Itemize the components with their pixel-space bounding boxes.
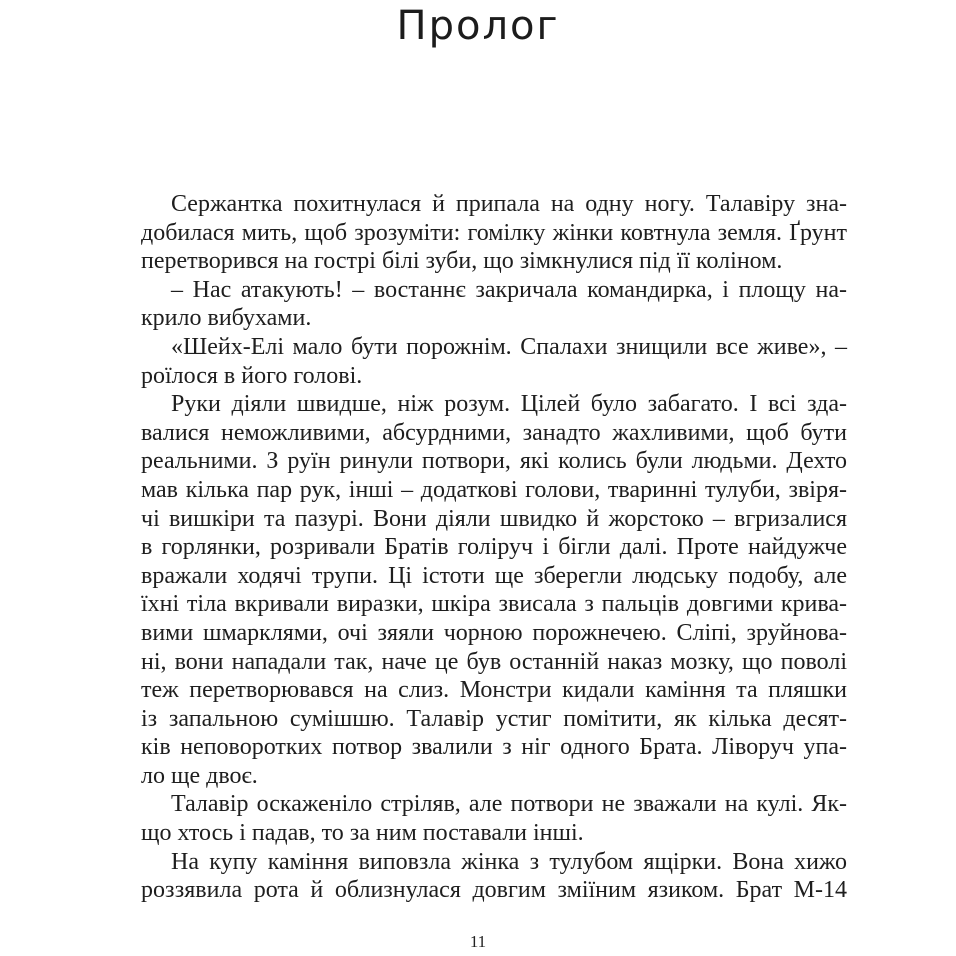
text-line: перетворився на гострі білі зуби, що зімкнулися під її коліном. [141,248,783,275]
text-line: реальними. З руїн ринули потвори, які колись були людьми. Дехто [141,448,847,475]
page-number: 11 [469,932,487,951]
text-line: ків неповоротких потвор звалили з ніг одного Брата. Ліворуч упа- [141,734,847,761]
text-line: що хтось і падав, то за ним поставали інші. [141,820,584,847]
text-line: із запальною сумішшю. Талавір устиг помітити, як кілька десят- [141,705,847,732]
text-line: крило вибухами. [141,305,312,332]
text-line: Талавір оскаженіло стріляв, але потвори не зважали на кулі. Як- [171,791,847,818]
chapter-title: Пролог [396,3,560,49]
text-line: ні, вони нападали так, наче це був останній наказ мозку, що поволі [141,648,847,675]
text-line: добилася мить, щоб зрозуміти: гомілку жінки ковтнула земля. Ґрунт [141,219,847,246]
text-line: роззявила рота й облизнулася довгим зміїним язиком. Брат М-14 [141,877,847,904]
text-line: мав кілька пар рук, інші – додаткові голови, тваринні тулуби, звіря- [141,476,847,503]
text-line: «Шейх-Елі мало бути порожнім. Спалахи знищили все живе», – [171,333,847,360]
text-line: чі вишкіри та пазурі. Вони діяли швидко й жорстоко – вгризалися [141,505,847,532]
text-line: Руки діяли швидше, ніж розум. Цілей було забагато. І всі зда- [171,391,847,418]
text-line: в горлянки, розривали Братів голіруч і бігли далі. Проте найдужче [141,534,847,561]
text-line: вражали ходячі трупи. Ці істоти ще зберегли людську подобу, але [141,562,847,589]
text-line: Сержантка похитнулася й припала на одну ногу. Талавіру зна- [171,191,847,217]
text-line: валися неможливими, абсурдними, занадто жахливими, щоб бути [141,419,847,446]
text-line: їхні тіла вкривали виразки, шкіра звисала з пальців довгими крива- [141,591,847,618]
text-line: На купу каміння виповзла жінка з тулубом ящірки. Вона хижо [171,848,847,875]
text-line: роїлося в його голові. [141,362,363,389]
body-text [141,190,847,905]
text-line: ло ще двоє. [141,762,258,789]
text-line: вими шмарклями, очі зяяли чорною порожнечею. Сліпі, зруйнова- [141,619,847,646]
text-line: теж перетворювався на слиз. Монстри кидали каміння та пляшки [141,677,847,704]
text-line: – Нас атакують! – востаннє закричала командирка, і площу на- [171,276,847,303]
